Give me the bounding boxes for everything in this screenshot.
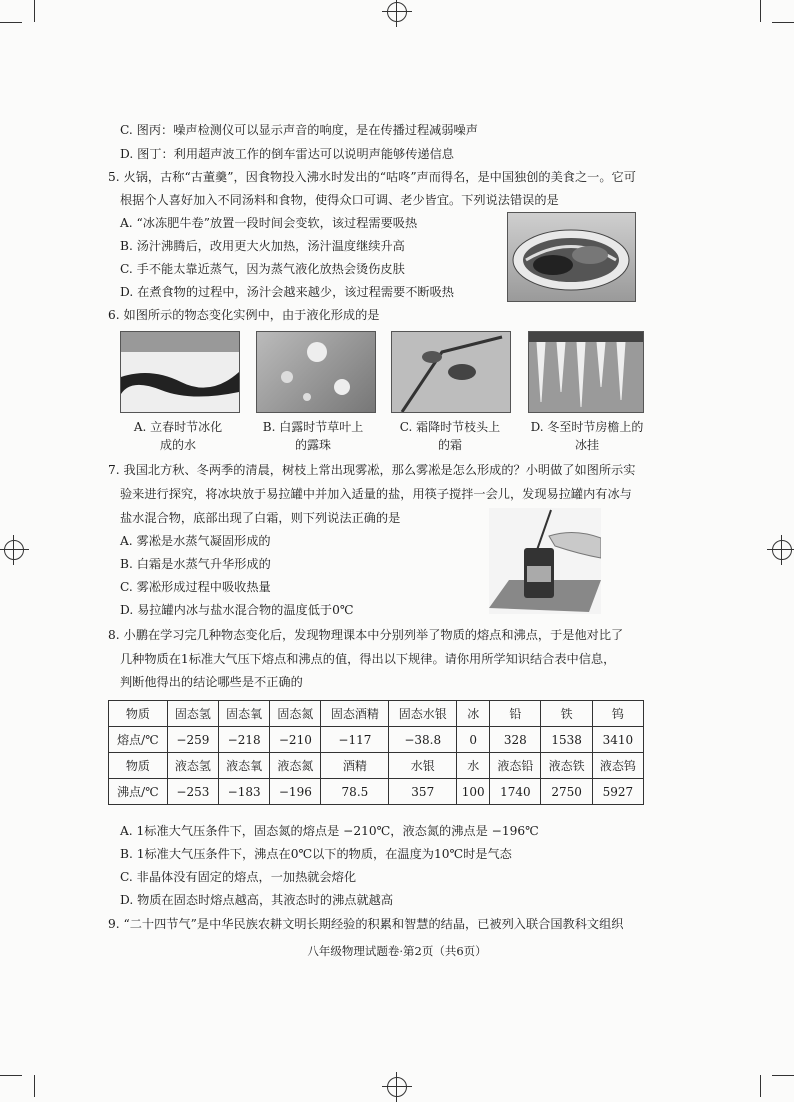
table-row: [109, 701, 644, 727]
table-row: [109, 727, 644, 753]
table-cell: 固态酒精: [321, 701, 389, 727]
table-cell: 物质: [109, 753, 168, 779]
table-cell: 固态氮: [270, 701, 321, 727]
table-cell: 2750: [541, 779, 592, 805]
melting-boiling-point-table: [108, 700, 644, 805]
page-footer: 八年级物理试题卷·第2页（共6页）: [307, 944, 487, 958]
table-cell: 液态氮: [270, 753, 321, 779]
table-cell: 酒精: [321, 753, 389, 779]
registration-mark-icon: [387, 2, 407, 22]
table-cell: −210: [270, 727, 321, 753]
crop-mark: [34, 0, 35, 22]
table-cell: 78.5: [321, 779, 389, 805]
table-cell: 物质: [109, 701, 168, 727]
table-cell: 沸点/℃: [109, 779, 168, 805]
q8-stem: 8. 小鹏在学习完几种物态变化后，发现物理课本中分别列举了物质的熔点和沸点，于是他对比了: [108, 628, 624, 642]
q5-option-c: C. 手不能太靠近蒸气，因为蒸气液化放热会烫伤皮肤: [120, 262, 405, 276]
table-cell: −259: [167, 727, 218, 753]
q8-stem: 几种物质在1标准大气压下熔点和沸点的值，得出以下规律。请你用所学知识结合表中信息，: [120, 652, 616, 666]
q5-option-b: B. 汤汁沸腾后，改用更大火加热，汤汁温度继续升高: [120, 239, 405, 253]
q6-caption-b: B. 白露时节草叶上的露珠: [262, 420, 364, 452]
table-cell: 328: [490, 727, 541, 753]
table-cell: 钨: [592, 701, 643, 727]
table-cell: 液态氧: [219, 753, 270, 779]
dew-drops-image: [256, 331, 376, 413]
crop-mark: [0, 1075, 22, 1076]
q5-stem: 根据个人喜好加入不同汤料和食物，使得众口可调、老少皆宜。下列说法错误的是: [120, 193, 559, 207]
q8-option-b: B. 1标准大气压条件下，沸点在0℃以下的物质，在温度为10℃时是气态: [120, 847, 512, 861]
table-cell: 水银: [389, 753, 457, 779]
crop-mark: [34, 1075, 35, 1097]
crop-mark: [772, 1075, 794, 1076]
frost-branch-image: [391, 331, 511, 413]
q6-stem: 6. 如图所示的物态变化实例中，由于液化形成的是: [108, 308, 380, 322]
table-cell: 固态氧: [219, 701, 270, 727]
table-cell: −117: [321, 727, 389, 753]
q9-stem: 9. “二十四节气”是中华民族农耕文明长期经验的积累和智慧的结晶，已被列入联合国教科文组织: [108, 917, 624, 931]
crop-mark: [772, 22, 794, 23]
q6-caption-a: A. 立春时节冰化成的水: [133, 420, 223, 452]
q8-option-a: A. 1标准大气压条件下，固态氮的熔点是 −210℃，液态氮的沸点是 −196℃: [120, 824, 539, 838]
q6-caption-d: D. 冬至时节房檐上的冰挂: [530, 420, 644, 452]
table-cell: 铁: [541, 701, 592, 727]
q7-option-c: C. 雾凇形成过程中吸收热量: [120, 580, 271, 594]
table-cell: 冰: [457, 701, 490, 727]
table-cell: 液态铅: [490, 753, 541, 779]
registration-mark-icon: [772, 540, 792, 560]
q6-caption-c: C. 霜降时节枝头上的霜: [399, 420, 501, 452]
table-cell: 液态钨: [592, 753, 643, 779]
table-cell: 固态氢: [167, 701, 218, 727]
q8-option-c: C. 非晶体没有固定的熔点，一加热就会熔化: [120, 870, 357, 884]
registration-mark-icon: [387, 1077, 407, 1097]
table-cell: 5927: [592, 779, 643, 805]
table-cell: 0: [457, 727, 490, 753]
q8-option-d: D. 物质在固态时熔点越高，其液态时的沸点就越高: [120, 893, 394, 907]
table-cell: 3410: [592, 727, 643, 753]
hotpot-icon: [508, 213, 635, 301]
table-cell: −38.8: [389, 727, 457, 753]
table-cell: 水: [457, 753, 490, 779]
table-row: [109, 753, 644, 779]
table-cell: −218: [219, 727, 270, 753]
table-cell: 1740: [490, 779, 541, 805]
table-cell: 熔点/℃: [109, 727, 168, 753]
icicles-image: [528, 331, 644, 413]
q7-stem: 7. 我国北方秋、冬两季的清晨，树枝上常出现雾凇，那么雾凇是怎么形成的？小明做了如图所示实: [108, 463, 636, 477]
registration-mark-icon: [4, 540, 24, 560]
table-cell: 100: [457, 779, 490, 805]
q5-option-d: D. 在煮食物的过程中，汤汁会越来越少，该过程需要不断吸热: [120, 285, 454, 299]
crop-mark: [760, 0, 761, 22]
table-cell: 铅: [490, 701, 541, 727]
q7-stem: 盐水混合物，底部出现了白霜，则下列说法正确的是: [120, 511, 401, 525]
q4-option-d: D. 图丁：利用超声波工作的倒车雷达可以说明声能够传递信息: [120, 147, 454, 161]
table-cell: 固态水银: [389, 701, 457, 727]
table-cell: 液态氢: [167, 753, 218, 779]
q5-option-a: A. “冰冻肥牛卷”放置一段时间会变软，该过程需要吸热: [120, 216, 418, 230]
table-row: [109, 779, 644, 805]
hotpot-image: [507, 212, 636, 302]
table-cell: −253: [167, 779, 218, 805]
melting-ice-image: [120, 331, 240, 413]
q7-option-b: B. 白霜是水蒸气升华形成的: [120, 557, 271, 571]
q7-option-d: D. 易拉罐内冰与盐水混合物的温度低于0℃: [120, 603, 354, 617]
crop-mark: [760, 1075, 761, 1097]
q4-option-c: C. 图丙：噪声检测仪可以显示声音的响度，是在传播过程减弱噪声: [120, 123, 478, 137]
table-cell: 357: [389, 779, 457, 805]
table-cell: −196: [270, 779, 321, 805]
table-cell: −183: [219, 779, 270, 805]
q7-stem: 验来进行探究，将冰块放于易拉罐中并加入适量的盐，用筷子搅拌一会儿，发现易拉罐内有冰与: [120, 487, 632, 501]
crop-mark: [0, 22, 22, 23]
q5-stem: 5. 火锅，古称“古董羹”，因食物投入沸水时发出的“咕咚”声而得名，是中国独创的美食之一。它可: [108, 170, 636, 184]
table-cell: 液态铁: [541, 753, 592, 779]
table-cell: 1538: [541, 727, 592, 753]
can-experiment-image: [489, 508, 601, 614]
q8-stem: 判断他得出的结论哪些是不正确的: [120, 675, 303, 689]
q7-option-a: A. 雾凇是水蒸气凝固形成的: [120, 534, 271, 548]
